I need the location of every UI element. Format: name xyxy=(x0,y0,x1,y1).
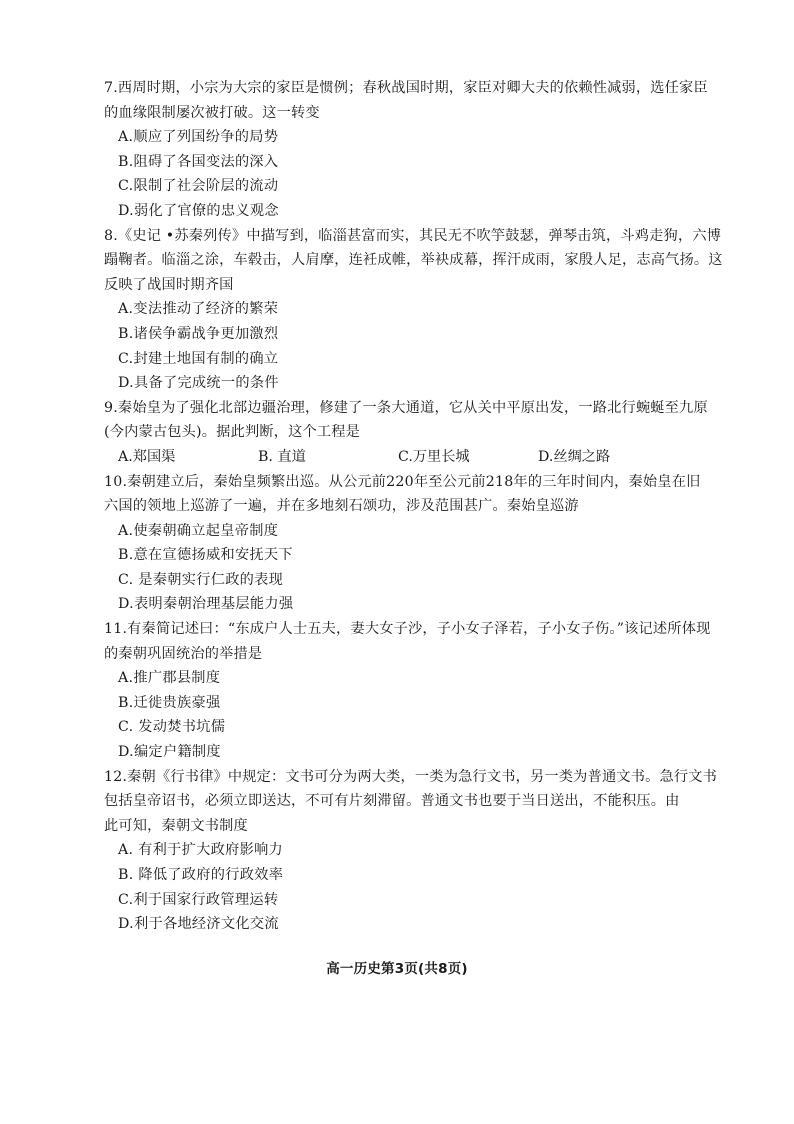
question-12 xyxy=(104,765,718,937)
option-c: C.限制了社会阶层的流动 xyxy=(118,178,279,195)
question-7 xyxy=(104,76,708,224)
question-stem-line: 10.秦朝建立后，秦始皇频繁出巡。从公元前220年至公元前218年的三年时间内，秦始皇在旧 xyxy=(104,473,701,490)
question-stem-line: (今内蒙古包头)。据此判断，这个工程是 xyxy=(104,424,361,441)
question-stem-line: 8.《史记 •苏秦列传》中描写到，临淄甚富而实，其民无不吹竽鼓瑟，弹琴击筑，斗鸡走狗，六博 xyxy=(104,227,722,244)
option-a: A.郑国渠 xyxy=(118,448,176,465)
option-a: A.推广郡县制度 xyxy=(118,670,221,687)
option-d: D.弱化了官僚的忠义观念 xyxy=(118,202,279,219)
option-b: B.意在宣德扬威和安抚天下 xyxy=(118,547,293,564)
option-d: D.表明秦朝治理基层能力强 xyxy=(118,596,294,613)
option-d: D.丝绸之路 xyxy=(538,448,611,465)
question-stem-line: 的秦朝巩固统治的举措是 xyxy=(104,645,263,662)
option-b: B.诸侯争霸战争更加激烈 xyxy=(118,325,279,342)
option-a: A.变法推动了经济的繁荣 xyxy=(118,301,279,318)
question-stem-line: 9.秦始皇为了强化北部边疆治理，修建了一条大通道，它从关中平原出发，一路北行蜿蜒至九原 xyxy=(104,399,708,416)
option-b: B.迁徙贵族豪强 xyxy=(118,694,221,711)
option-c: C. 发动焚书坑儒 xyxy=(118,719,226,736)
option-a: A. 有利于扩大政府影响力 xyxy=(118,842,284,859)
question-stem-line: 反映了战国时期齐国 xyxy=(104,276,234,293)
question-stem-line: 的血缘限制屡次被打破。这一转变 xyxy=(104,104,320,121)
option-d: D.利于各地经济文化交流 xyxy=(118,916,279,933)
question-stem-line: 12.秦朝《行书律》中规定：文书可分为两大类，一类为急行文书，另一类为普通文书。急行文书 xyxy=(104,768,718,785)
option-d: D.编定户籍制度 xyxy=(118,744,221,761)
question-10 xyxy=(104,470,704,618)
options-row xyxy=(104,445,704,470)
question-stem-line: 7.西周时期，小宗为大宗的家臣是惯例；春秋战国时期，家臣对卿大夫的依赖性减弱，选任家臣 xyxy=(104,80,708,96)
question-8 xyxy=(104,224,723,396)
question-11 xyxy=(104,617,711,765)
page-footer: 高一历史第3页(共8页) xyxy=(326,961,468,977)
option-c: C.封建土地国有制的确立 xyxy=(118,350,279,367)
question-stem-line: 此可知，秦朝文书制度 xyxy=(104,817,248,834)
question-stem-line: 包括皇帝诏书，必须立即送达，不可有片刻滞留。普通文书也要于当日送出，不能积压。由 xyxy=(104,793,680,810)
questions-container xyxy=(104,76,723,937)
question-9 xyxy=(104,396,708,470)
option-d: D.具备了完成统一的条件 xyxy=(118,375,279,392)
option-a: A.顺应了列国纷争的局势 xyxy=(118,129,279,146)
option-c: C.万里长城 xyxy=(398,448,470,465)
question-stem-line: 蹋鞠者。临淄之涂，车毂击，人肩摩，连衽成帷，举袂成幕，挥汗成雨，家殷人足，志高气扬。这 xyxy=(104,252,723,269)
option-a: A.使秦朝确立起皇帝制度 xyxy=(118,522,279,539)
option-c: C.利于国家行政管理运转 xyxy=(118,891,279,908)
option-b: B. 降低了政府的行政效率 xyxy=(118,867,284,883)
option-b: B. 直道 xyxy=(258,448,306,465)
question-stem-line: 11.有秦简记述曰：“东成户人士五夫，妻大女子沙，子小女子泽若，子小女子伤。”该记述所体现 xyxy=(104,621,711,638)
option-c: C. 是秦朝实行仁政的表现 xyxy=(118,571,284,588)
option-b: B.阻碍了各国变法的深入 xyxy=(118,153,279,170)
question-stem-line: 六国的领地上巡游了一遍，并在多地刻石颂功，涉及范围甚广。秦始皇巡游 xyxy=(104,498,579,515)
